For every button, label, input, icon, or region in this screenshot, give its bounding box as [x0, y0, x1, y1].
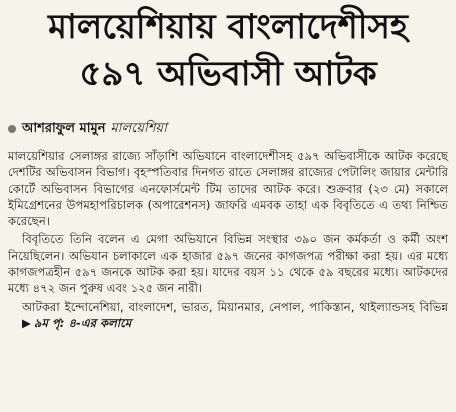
continued-on-marker: [8, 316, 131, 330]
triangle-arrow-icon: ▶: [22, 315, 31, 330]
paragraph-3-text: আটকরা ইন্দোনেশিয়া, বাংলাদেশ, ভারত, মিয়ানমার, নেপাল, পাকিস্তান, থাইল্যান্ডসহ বিভিন্ন: [22, 299, 448, 314]
bullet-icon: [8, 125, 16, 133]
author-name: আশরাফুল মামুন: [22, 121, 106, 136]
paragraph-1: মালয়েশিয়ার সেলাঙ্গর রাজ্যে সাঁড়াশি অভিযানে বাংলাদেশীসহ ৫৯৭ অভিবাসীকে আটক করেছে দেশটির অভিবাসন বিভাগ। বৃহস্পতিবার দিনগত রাতে সেলাঙ্গর রাজ্যের পেটালিং জায়ার মেন্টারি কোর্টে অভিবাসন বিভাগের এনফোর্সমেন্ট টিম তাদের আটক করে। শুক্রবার (২৩ মে) সকালে ইমিগ্রেশনের উপমহাপরিচালক (অপারেশনস) জাফরি এমবক তাহা এক বিবৃতিতে এ তথ্য নিশ্চিত করেছেন।: [8, 149, 448, 229]
paragraph-3: [8, 299, 448, 332]
paragraph-2: বিবৃতিতে তিনি বলেন এ মেগা অভিযানে বিভিন্ন সংস্থার ৩৯০ জন কর্মকর্তা ও কর্মী অংশ নিয়েছিলেন। অভিযান চলাকালে এক হাজার ৫৯৭ জনের কাগজপত্র পরীক্ষা করা হয়। এর মধ্যে কাগজপত্রহীন ৫৯৭ জনকে আটক করা হয়। যাদের বয়স ১১ থেকে ৫৯ বছরের মধ্যে। আটকদের মধ্যে ৪৭২ জন পুরুষ এবং ১২৫ জন নারী।: [8, 232, 448, 296]
headline: [0, 0, 456, 98]
dateline-location: মালয়েশিয়া: [110, 121, 167, 136]
byline: [8, 120, 448, 138]
article-body: [8, 148, 448, 331]
headline-line-2: ৫৯৭ অভিবাসী আটক: [79, 54, 377, 94]
headline-line-1: মালয়েশিয়ায় বাংলাদেশীসহ: [48, 7, 408, 47]
continued-on-text: ৯ম পৃ: ৪-এর কলামে: [33, 315, 132, 330]
